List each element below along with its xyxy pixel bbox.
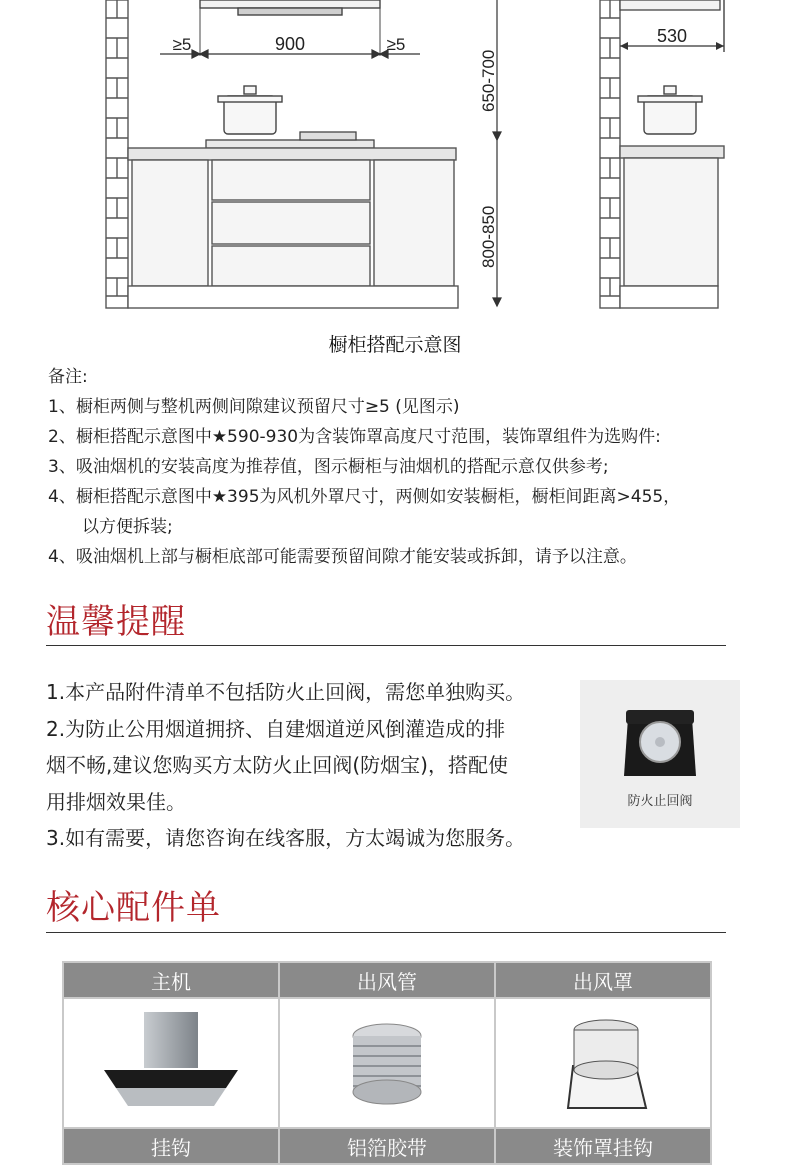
outlet-cover-image xyxy=(528,1006,678,1116)
tip-line: 1.本产品附件清单不包括防火止回阀，需您单独购买。 xyxy=(46,680,526,704)
cabinet xyxy=(128,148,458,308)
part-header: 铝箔胶带 xyxy=(279,1128,495,1164)
note-item: 以方便拆装; xyxy=(82,517,173,537)
duct-image xyxy=(312,1006,462,1116)
table-row xyxy=(63,1128,711,1164)
cabinet-side xyxy=(620,146,724,308)
parts-title: 核心配件单 xyxy=(46,888,221,928)
main-unit-image-cell xyxy=(63,998,279,1128)
tip-line: 烟不畅,建议您购买方太防火止回阀(防烟宝)，搭配使 xyxy=(46,753,508,777)
tips-list xyxy=(46,674,586,857)
diagram-caption: 橱柜搭配示意图 xyxy=(328,334,462,356)
outlet-cover-image-cell xyxy=(495,998,711,1128)
tips-title: 温馨提醒 xyxy=(46,602,186,642)
parts-divider xyxy=(46,932,726,933)
parts-table xyxy=(62,961,712,1165)
valve-image xyxy=(580,680,740,790)
tip-line: 2.为防止公用烟道拥挤、自建烟道逆风倒灌造成的排 xyxy=(46,716,506,741)
note-item: 3、吸油烟机的安装高度为推荐值，图示橱柜与油烟机的搭配示意仅供参考; xyxy=(48,457,609,477)
valve-label: 防火止回阀 xyxy=(627,794,693,809)
table-row xyxy=(63,998,711,1128)
part-header: 出风管 xyxy=(279,962,495,998)
duct-image-cell xyxy=(279,998,495,1128)
notes-block xyxy=(48,362,768,572)
dim-gap-right: ≥5 xyxy=(386,35,406,54)
part-header: 主机 xyxy=(63,962,279,998)
tip-line: 3.如有需要，请您咨询在线客服，方太竭诚为您服务。 xyxy=(46,826,526,850)
note-item: 1、橱柜两侧与整机两侧间隙建议预留尺寸≥5 (见图示) xyxy=(48,397,460,417)
note-item: 4、吸油烟机上部与橱柜底部可能需要预留间隙才能安装或拆卸，请予以注意。 xyxy=(48,547,637,567)
tips-divider xyxy=(46,645,726,646)
part-header: 挂钩 xyxy=(63,1128,279,1164)
part-header: 装饰罩挂钩 xyxy=(495,1128,711,1164)
dim-install-height: 650-700 xyxy=(479,49,498,112)
note-item: 4、橱柜搭配示意图中★395为风机外罩尺寸，两侧如安装橱柜，橱柜间距离>455， xyxy=(48,487,681,507)
dim-hood-width: 900 xyxy=(274,34,306,54)
tip-line: 用排烟效果佳。 xyxy=(46,789,186,814)
note-item: 2、橱柜搭配示意图中★590-930为含装饰罩高度尺寸范围，装饰罩组件为选购件: xyxy=(48,427,661,447)
table-row xyxy=(63,962,711,998)
cabinet-diagram xyxy=(0,0,790,330)
range-hood-image xyxy=(96,1006,246,1116)
dim-cabinet-height: 800-850 xyxy=(479,205,498,268)
dim-side-depth: 530 xyxy=(656,26,688,46)
notes-heading: 备注: xyxy=(48,367,88,387)
dim-gap-left: ≥5 xyxy=(172,35,192,54)
part-header: 出风罩 xyxy=(495,962,711,998)
